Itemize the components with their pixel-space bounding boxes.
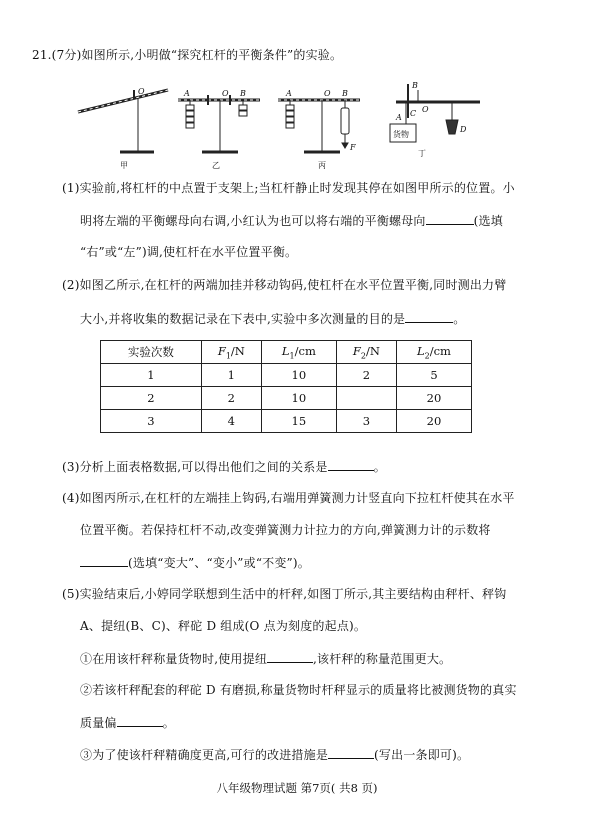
label-ding-c: C [410, 109, 417, 118]
table-header: $F_2/N$ [336, 341, 396, 364]
label-jia: 甲 [120, 161, 128, 170]
part5-sub1 [80, 650, 451, 667]
part3-line1 [62, 458, 386, 475]
part4-line2: 位置平衡。若保持杠杆不动,改变弹簧测力计拉力的方向,弹簧测力计的示数将 [80, 523, 491, 537]
table-header: 实验次数 [101, 341, 202, 364]
label-jia-o: O [138, 87, 145, 96]
figure-yi [178, 95, 260, 152]
part1-line3: “右”或“左”)调,使杠杆在水平位置平衡。 [80, 245, 298, 259]
label-yi: 乙 [212, 161, 220, 170]
label-yi-b: B [240, 89, 246, 98]
label-bing: 丙 [318, 161, 326, 170]
table-cell: 1 [201, 364, 261, 387]
label-ding-b: B [412, 81, 418, 90]
table-cell: 20 [396, 410, 471, 433]
table-cell: 4 [201, 410, 261, 433]
part2-line2-suffix: 。 [453, 312, 466, 326]
table-row [101, 410, 472, 433]
answer-blank-5[interactable] [267, 650, 313, 663]
question-header: 21.(7分)如图所示,小明做“探究杠杆的平衡条件”的实验。 [32, 48, 343, 62]
table-cell: 10 [261, 387, 336, 410]
table-row [101, 387, 472, 410]
table-cell: 2 [336, 364, 396, 387]
table-cell: 15 [261, 410, 336, 433]
label-ding-goods: 货物 [393, 130, 409, 139]
label-ding-d: D [460, 125, 467, 134]
experiment-figure [60, 80, 510, 170]
table-cell: 10 [261, 364, 336, 387]
part4-line3 [80, 554, 310, 571]
part4-line3-text: (选填“变大”、“变小”或“不变”)。 [128, 556, 310, 570]
table-header: $L_2/cm$ [396, 341, 471, 364]
part2-line2 [80, 310, 465, 327]
figure-bing [278, 100, 360, 152]
part1-line2-text: 明将左端的平衡螺母向右调,小红认为也可以将右端的平衡螺母向 [80, 214, 426, 228]
page-footer: 八年级物理试题 第7页( 共8 页) [216, 781, 378, 795]
part5-sub2-line1: ②若该杆秤配套的秤砣 D 有磨损,称量货物时杆秤显示的质量将比被测货物的真实 [80, 683, 517, 697]
part5-sub2-suffix: 。 [162, 716, 175, 730]
answer-blank-4[interactable] [80, 554, 128, 567]
part5-sub3-text: ③为了使该杆秤精确度更高,可行的改进措施是 [80, 748, 329, 762]
answer-blank-7[interactable] [328, 746, 374, 759]
data-table [100, 340, 472, 433]
label-yi-a: A [184, 89, 190, 98]
part5-line1: (5)实验结束后,小婷同学联想到生活中的杆秤,如图丁所示,其主要结构由秤杆、秤钩 [62, 587, 507, 601]
label-yi-o: O [222, 89, 229, 98]
label-ding-o: O [422, 105, 429, 114]
label-ding: 丁 [418, 149, 426, 158]
table-header: $F_1/N$ [201, 341, 261, 364]
part5-sub3 [80, 746, 469, 763]
part2-line2-text: 大小,并将收集的数据记录在下表中,实验中多次测量的目的是 [80, 312, 406, 326]
table-cell: 3 [101, 410, 202, 433]
table-cell: 20 [396, 387, 471, 410]
part3-suffix: 。 [373, 460, 386, 474]
part5-sub1-text: ①在用该杆秤称量货物时,使用提纽 [80, 652, 268, 666]
part4-line1: (4)如图丙所示,在杠杆的左端挂上钩码,右端用弹簧测力计竖直向下拉杠杆使其在水平 [62, 491, 515, 505]
answer-blank-2[interactable] [405, 310, 453, 323]
table-header: $L_1/cm$ [261, 341, 336, 364]
label-bing-o: O [324, 89, 331, 98]
part5-sub1-suffix: ,该杆秤的称量范围更大。 [313, 652, 452, 666]
table-cell: 2 [101, 387, 202, 410]
answer-blank-1[interactable] [426, 212, 474, 225]
answer-blank-6[interactable] [117, 714, 163, 727]
answer-blank-3[interactable] [328, 458, 374, 471]
table-cell: 5 [396, 364, 471, 387]
part2-line1: (2)如图乙所示,在杠杆的两端加挂并移动钩码,使杠杆在水平位置平衡,同时测出力臂 [62, 278, 507, 292]
part5-line2: A、提纽(B、C)、秤砣 D 组成(O 点为刻度的起点)。 [80, 619, 367, 633]
part5-sub2-text: 质量偏 [80, 716, 117, 730]
label-bing-b: B [342, 89, 348, 98]
label-bing-a: A [286, 89, 292, 98]
table-header-row [101, 341, 472, 364]
part1-line1: (1)实验前,将杠杆的中点置于支架上;当杠杆静止时发现其停在如图甲所示的位置。小 [62, 181, 515, 195]
label-bing-f: F [350, 143, 356, 152]
table-row [101, 364, 472, 387]
table-cell: 1 [101, 364, 202, 387]
figure-jia [78, 90, 168, 152]
part3-text: (3)分析上面表格数据,可以得出他们之间的关系是 [62, 460, 328, 474]
part1-line2-suffix: (选填 [473, 214, 503, 228]
table-cell: 3 [336, 410, 396, 433]
table-cell: 2 [201, 387, 261, 410]
part1-line2 [80, 212, 503, 229]
part5-sub2-line2 [80, 714, 175, 731]
label-ding-a: A [396, 113, 402, 122]
part5-sub3-suffix: (写出一条即可)。 [374, 748, 470, 762]
table-cell-empty[interactable] [336, 387, 396, 410]
